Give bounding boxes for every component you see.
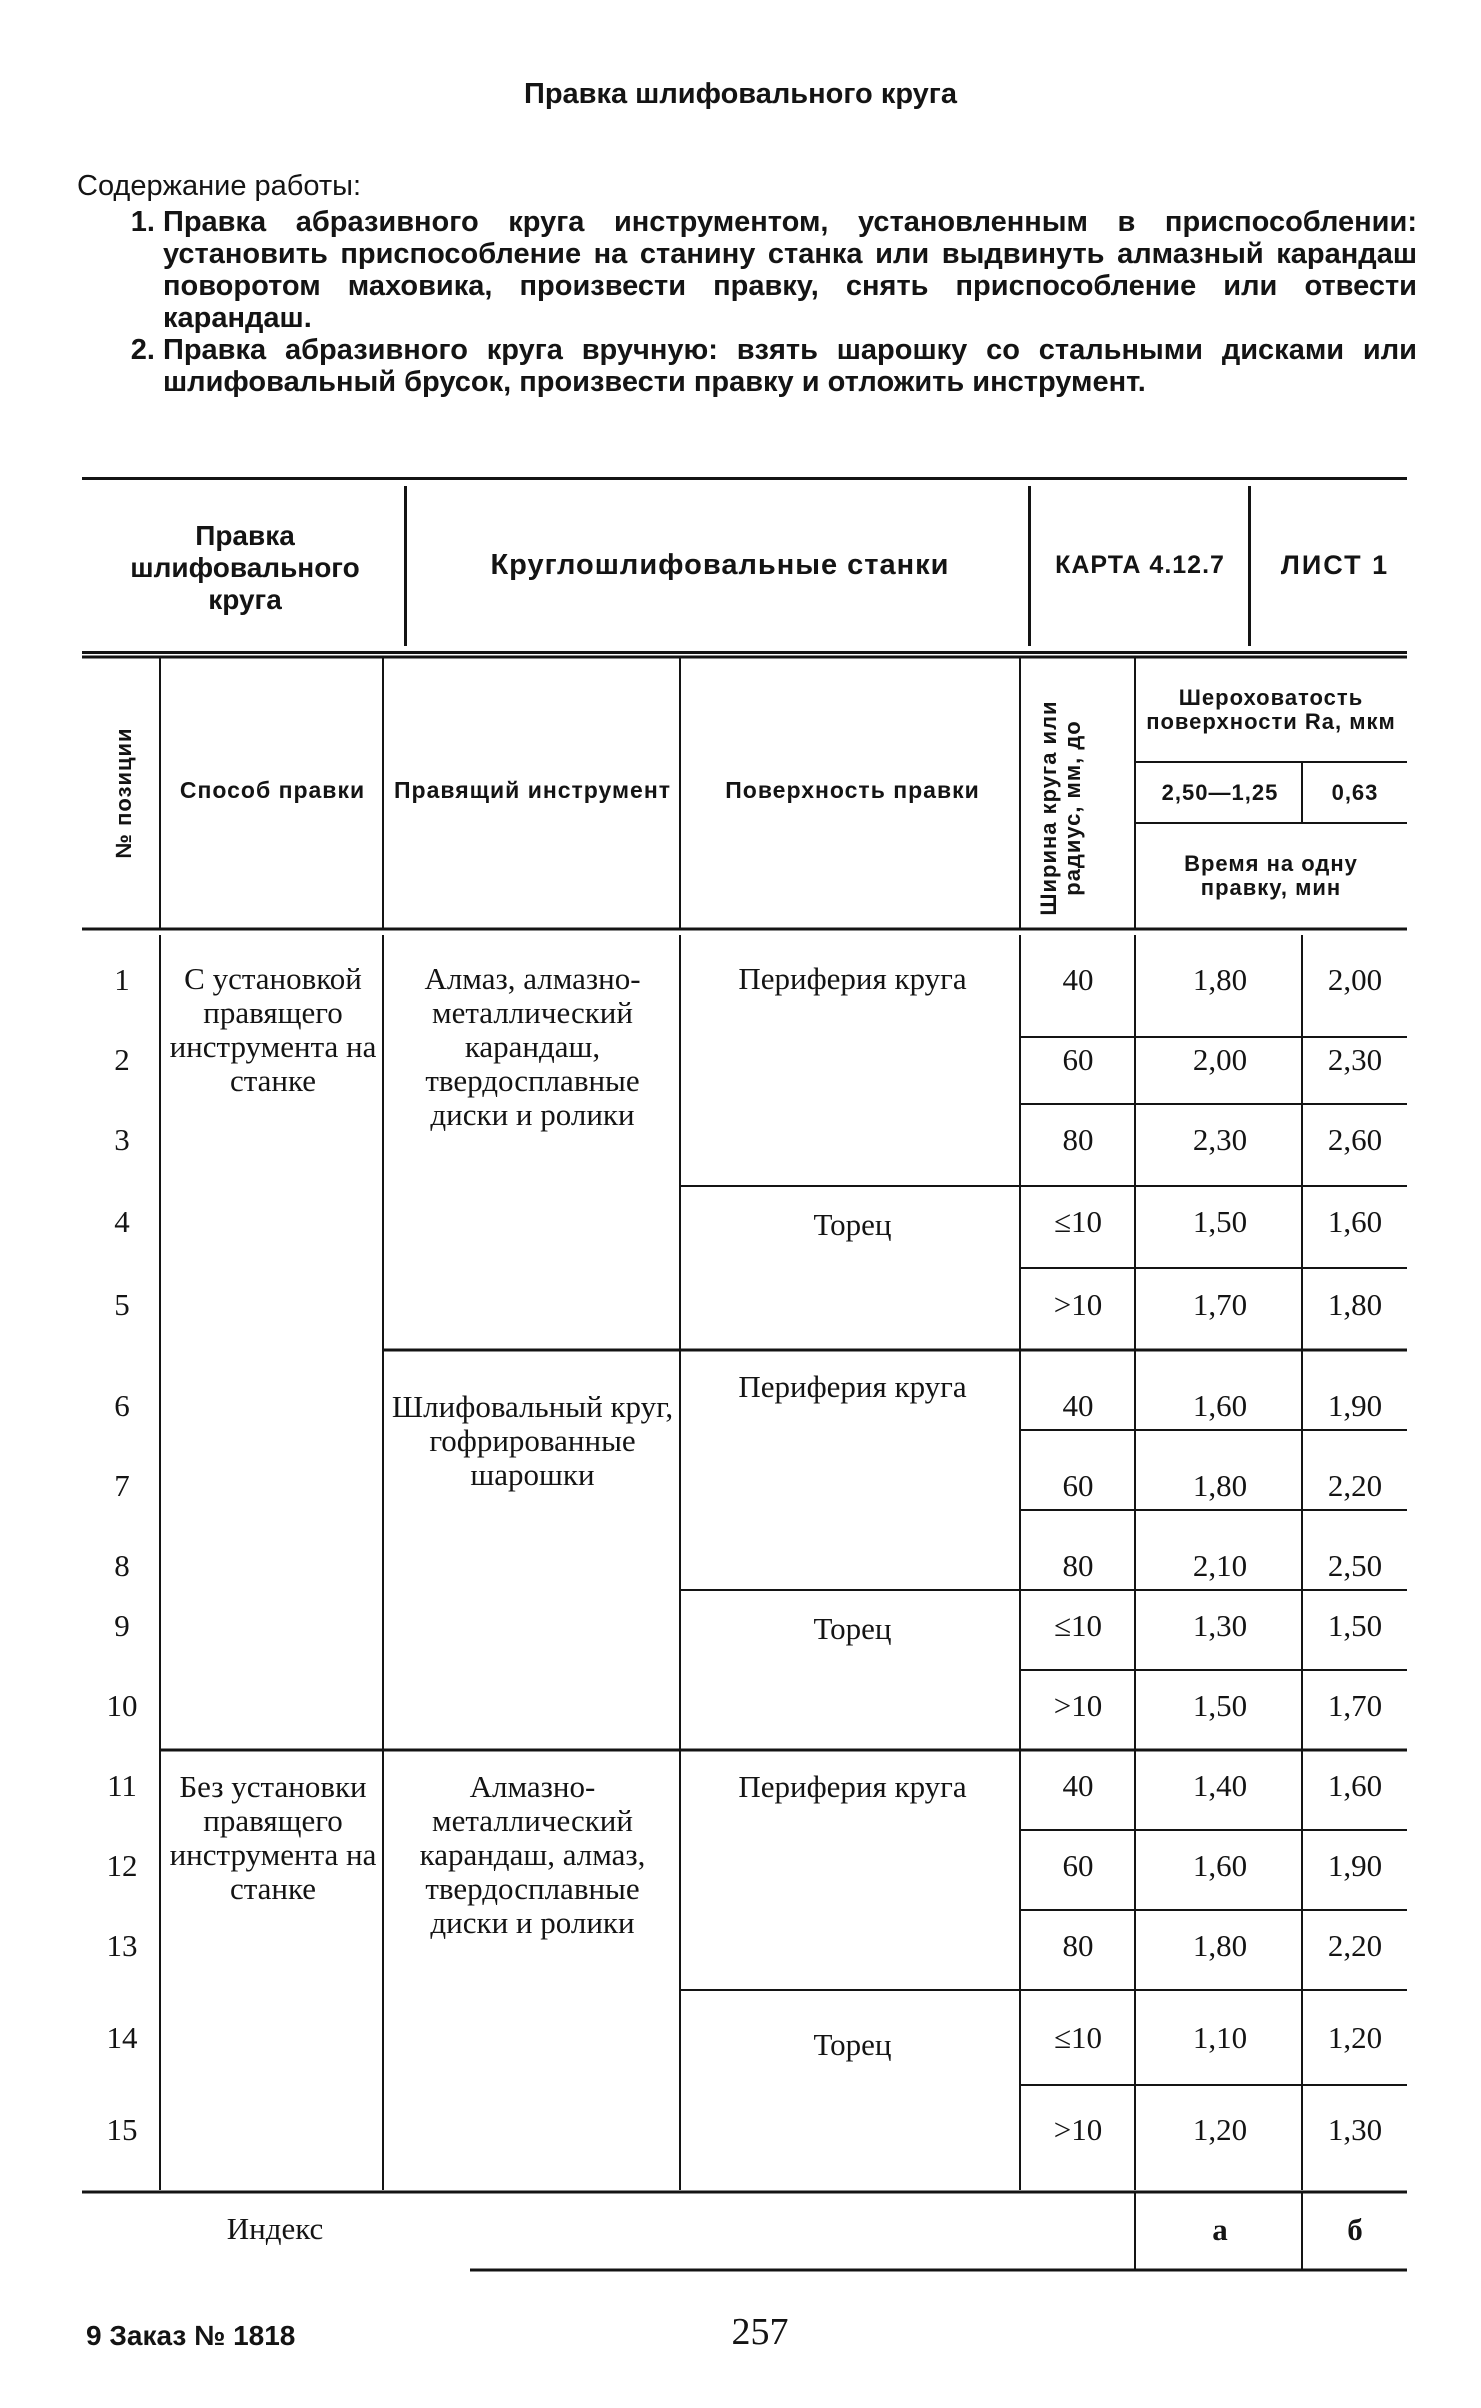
surface-cell: Периферия круга	[738, 1369, 967, 1404]
row-position: 3	[114, 1122, 130, 1157]
col-header-time: Время на одну правку, мин	[1184, 851, 1358, 900]
col-header-ra2: 0,63	[1331, 780, 1379, 805]
page-title: Правка шлифовального круга	[523, 78, 958, 110]
row-time-b: 2,50	[1327, 1548, 1383, 1583]
card-number: КАРТА 4.12.7	[1055, 550, 1225, 579]
row-position: 10	[106, 1688, 138, 1723]
row-width: 80	[1062, 1928, 1094, 1963]
row-width: 60	[1062, 1848, 1094, 1883]
method-cell: С установкой правящего инструмента на станке	[169, 961, 377, 1098]
index-a: а	[1212, 2212, 1228, 2247]
work-step: 1. Правка абразивного круга инструментом, установленным в приспособлении: установить приспособление на станину станка или выдвинуть алмазный карандаш поворотом маховика, произвести правку, снять приспособление или отвести карандаш.	[163, 206, 1417, 334]
tool-cell: Алмаз, алмазно-металлический карандаш, твердосплавные диски и ролики	[424, 961, 641, 1132]
surface-cell: Торец	[813, 1611, 892, 1646]
index-b: б	[1347, 2212, 1363, 2247]
col-header-surface: Поверхность правки	[725, 777, 980, 803]
row-position: 9	[114, 1608, 130, 1643]
row-width: >10	[1053, 2112, 1103, 2147]
row-time-b: 2,20	[1327, 1928, 1383, 1963]
row-time-b: 1,90	[1327, 1388, 1383, 1423]
footer-order: 9 Заказ № 1818	[86, 2320, 296, 2351]
row-position: 5	[114, 1287, 130, 1322]
row-position: 12	[106, 1848, 138, 1883]
index-label: Индекс	[226, 2211, 324, 2246]
row-time-a: 1,60	[1192, 1388, 1248, 1423]
method-cell: Без установки правящего инструмента на станке	[169, 1769, 377, 1906]
row-width: 60	[1062, 1468, 1094, 1503]
row-width: ≤10	[1053, 1204, 1102, 1239]
row-position: 6	[114, 1388, 130, 1423]
row-time-b: 1,30	[1327, 2112, 1383, 2147]
col-header-roughness: Шероховатость поверхности Ra, мкм	[1146, 685, 1396, 734]
surface-cell: Периферия круга	[738, 1769, 967, 1804]
row-width: ≤10	[1053, 2020, 1102, 2055]
row-width: 60	[1062, 1042, 1094, 1077]
row-width: 40	[1062, 962, 1094, 997]
row-time-b: 1,50	[1327, 1608, 1383, 1643]
row-width: >10	[1053, 1688, 1103, 1723]
row-time-a: 2,00	[1192, 1042, 1248, 1077]
col-header-method: Способ правки	[179, 777, 366, 803]
row-position: 11	[107, 1768, 137, 1803]
row-time-a: 1,70	[1192, 1287, 1248, 1322]
machines-title: Круглошлифовальные станки	[490, 548, 950, 581]
row-time-a: 1,40	[1192, 1768, 1248, 1803]
section-title: Правка шлифовального круга	[130, 519, 360, 615]
row-time-b: 2,60	[1327, 1122, 1383, 1157]
row-time-b: 1,60	[1327, 1204, 1383, 1239]
col-header-tool: Правящий инструмент	[394, 777, 671, 803]
row-time-a: 1,50	[1192, 1204, 1248, 1239]
row-width: >10	[1053, 1287, 1103, 1322]
row-position: 4	[114, 1204, 130, 1239]
row-time-a: 1,80	[1192, 962, 1248, 997]
row-time-a: 2,30	[1192, 1122, 1248, 1157]
tool-cell: Шлифовальный круг, гофрированные шарошки	[391, 1389, 674, 1492]
row-width: 40	[1062, 1768, 1094, 1803]
row-time-b: 1,80	[1327, 1287, 1383, 1322]
row-time-a: 1,60	[1192, 1848, 1248, 1883]
row-position: 1	[114, 962, 130, 997]
row-position: 15	[106, 2112, 138, 2147]
row-time-b: 1,70	[1327, 1688, 1383, 1723]
row-time-a: 2,10	[1192, 1548, 1248, 1583]
surface-cell: Торец	[813, 1207, 892, 1242]
tool-cell: Алмазно-металлический карандаш, алмаз, твердосплавные диски и ролики	[419, 1769, 646, 1940]
sheet-number: ЛИСТ 1	[1280, 549, 1390, 580]
row-time-b: 2,00	[1327, 962, 1383, 997]
row-width: 40	[1062, 1388, 1094, 1423]
row-time-b: 1,90	[1327, 1848, 1383, 1883]
row-position: 7	[114, 1468, 130, 1503]
row-time-a: 1,80	[1192, 1928, 1248, 1963]
row-time-a: 1,20	[1192, 2112, 1248, 2147]
col-header-width: Ширина круга или радиус, мм, до	[1036, 700, 1085, 916]
work-step: 2. Правка абразивного круга вручную: взять шарошку со стальными дисками или шлифовальный брусок, произвести правку и отложить инструмент.	[163, 334, 1417, 398]
surface-cell: Торец	[813, 2027, 892, 2062]
row-time-b: 2,20	[1327, 1468, 1383, 1503]
row-position: 14	[106, 2020, 138, 2055]
row-time-a: 1,80	[1192, 1468, 1248, 1503]
surface-cell: Периферия круга	[738, 961, 967, 996]
page-number: 257	[731, 2311, 789, 2353]
row-time-b: 1,60	[1327, 1768, 1383, 1803]
row-time-b: 1,20	[1327, 2020, 1383, 2055]
row-time-a: 1,30	[1192, 1608, 1248, 1643]
row-position: 13	[106, 1928, 138, 1963]
row-time-a: 1,10	[1192, 2020, 1248, 2055]
row-time-b: 2,30	[1327, 1042, 1383, 1077]
row-width: 80	[1062, 1122, 1094, 1157]
row-width: ≤10	[1053, 1608, 1102, 1643]
row-position: 2	[114, 1042, 130, 1077]
row-position: 8	[114, 1548, 130, 1583]
col-header-ra1: 2,50—1,25	[1161, 780, 1279, 805]
work-content-label: Содержание работы:	[77, 170, 362, 202]
row-time-a: 1,50	[1192, 1688, 1248, 1723]
col-header-position: № позиции	[111, 727, 136, 859]
row-width: 80	[1062, 1548, 1094, 1583]
